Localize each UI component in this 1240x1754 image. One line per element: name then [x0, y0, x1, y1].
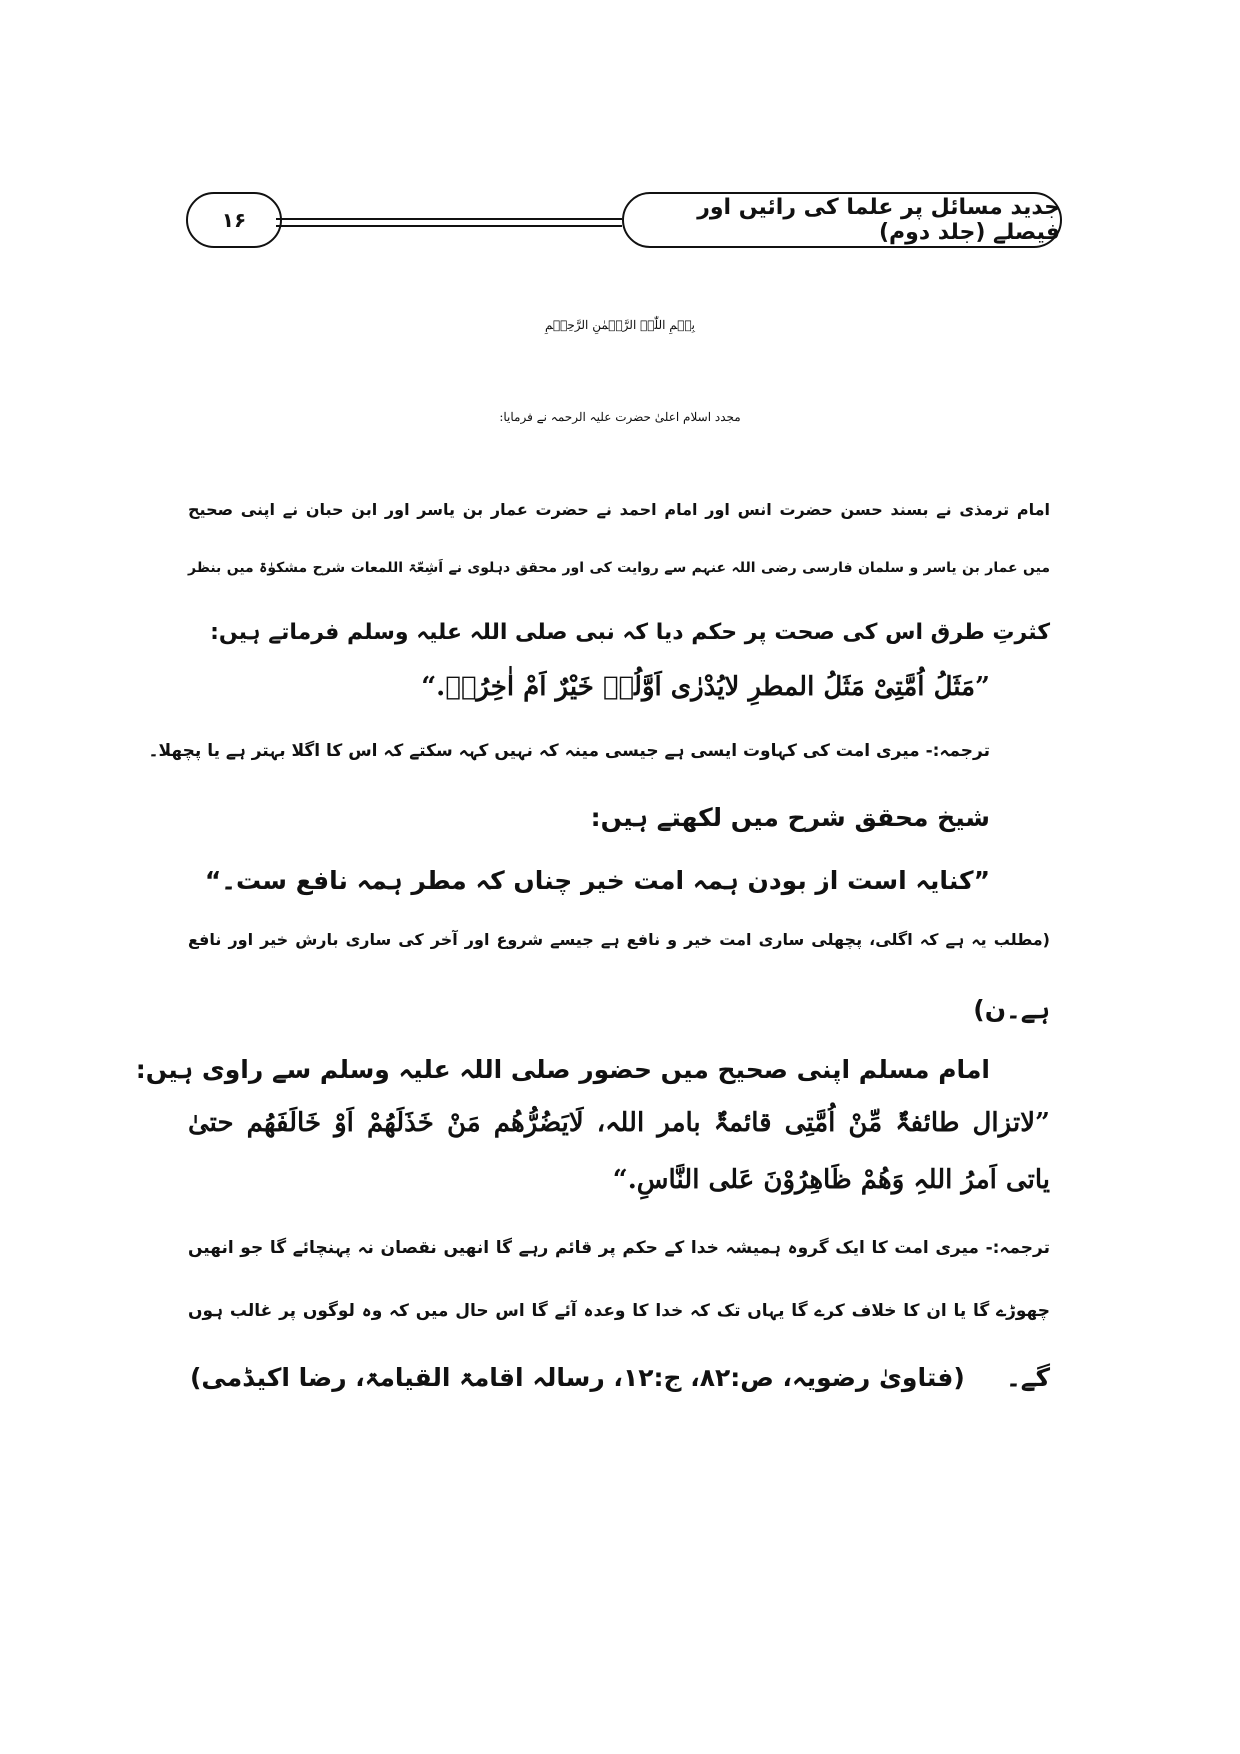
running-title-box: [622, 192, 1062, 248]
text-line: کثرتِ طرق اس کی صحت پر حکم دیا کہ نبی صلی اللہ علیہ وسلم فرماتے ہیں:: [210, 620, 1050, 645]
hadith-quote: یاتی اَمرُ اللہِ وَھُمْ ظَاھِرُوْنَ عَلی النَّاسِ.“: [612, 1165, 1050, 1195]
translation-line: چھوڑے گا یا ان کا خلاف کرے گا یہاں تک کہ خدا کا وعدہ آئے گا اس حال میں کہ وہ لوگوں پر غالب ہوں: [188, 1301, 1050, 1321]
translation-line: گے۔: [1006, 1363, 1050, 1392]
text-line: میں عمار بن یاسر و سلمان فارسی رضی اللہ عنہم سے روایت کی اور محقق دہلوی نے اَشِعّۃ اللمعات شرح مشکوٰۃ میں بنظر: [188, 560, 1050, 576]
persian-quote: ”کنایہ است از بودن ہمہ امت خیر چناں کہ مطر ہمہ نافع ست۔“: [204, 866, 990, 895]
text-line: (مطلب یہ ہے کہ اگلی، پچھلی ساری امت خیر و نافع ہے جیسے شروع اور آخر کی ساری بارش خیر اور نافع: [188, 930, 1050, 949]
page-number: ۱۶: [221, 208, 247, 232]
hadith-quote: ”مَثَلُ اُمَّتِیْ مَثَلُ المطرِ لایُدْرٰی اَوَّلُہٗ خَیْرٌ اَمْ اٰخِرُہٗ.“: [421, 672, 990, 702]
text-line: امام مسلم اپنی صحیح میں حضور صلی اللہ علیہ وسلم سے راوی ہیں:: [135, 1055, 990, 1084]
page-header: [186, 192, 1062, 252]
bismillah: بِسۡمِ اللّٰہِ الرَّحۡمٰنِ الرَّحِیۡمِ: [544, 318, 696, 332]
translation-line: ترجمہ:- میری امت کی کہاوت ایسی ہے جیسی مینہ کہ نہیں کہہ سکتے کہ اس کا اگلا بہتر ہے یا پچھلا۔: [148, 741, 990, 761]
text-line: امام ترمذی نے بسند حسن حضرت انس اور امام احمد نے حضرت عمار بن یاسر اور ابن حبان نے اپنی صحیح: [188, 500, 1050, 519]
header-divider: [276, 218, 622, 227]
section-heading: مجدد اسلام اعلیٰ حضرت علیہ الرحمہ نے فرمایا:: [499, 410, 741, 424]
translation-line: ترجمہ:- میری امت کا ایک گروہ ہمیشہ خدا کے حکم پر قائم رہے گا انھیں نقصان نہ پہنچائے گا جو انھیں: [188, 1238, 1050, 1258]
running-title: جدید مسائل پر علما کی رائیں اور فیصلے (جلد دوم): [697, 195, 1060, 245]
page-number-box: [186, 192, 282, 248]
text-line: ہے۔ن): [973, 995, 1050, 1024]
text-line: شیخ محقق شرح میں لکھتے ہیں:: [590, 803, 990, 832]
citation: (فتاویٰ رضویہ، ص:۸۲، ج:۱۲، رسالہ اقامۃ القیامۃ، رضا اکیڈمی): [190, 1363, 965, 1392]
hadith-quote: ”لاتزال طائفۃٌ مِّنْ اُمَّتِی قائمۃٌ بامر اللہ، لَایَضُرُّھُم مَنْ خَذَلَھُمْ اَوْ خَالَفَھُم حتیٰ: [188, 1108, 1050, 1138]
